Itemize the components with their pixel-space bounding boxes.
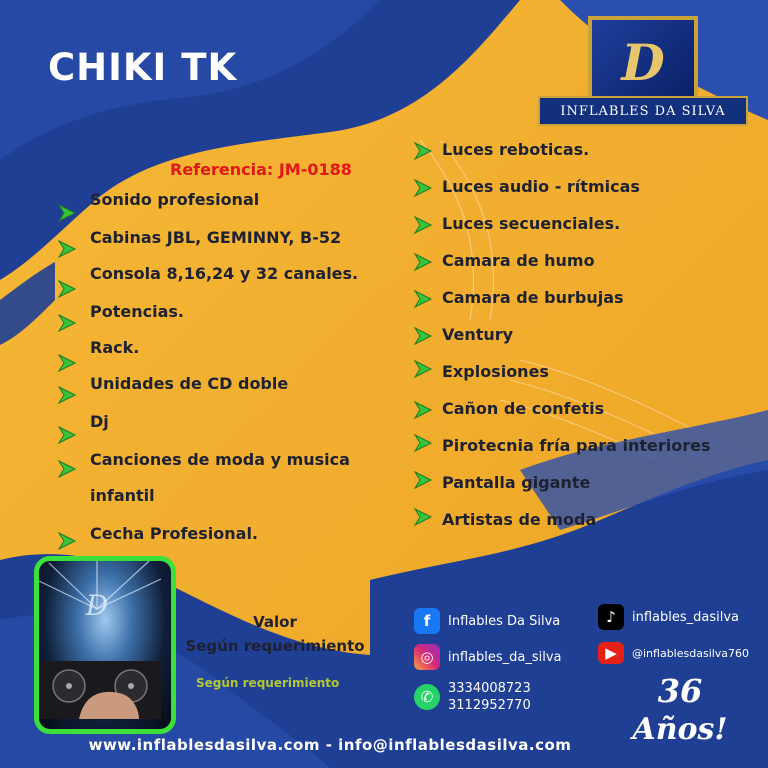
feature-label: Camara de humo bbox=[442, 251, 595, 270]
youtube-link[interactable] bbox=[598, 642, 749, 664]
bullet-arrow-icon bbox=[56, 238, 78, 260]
logo-emblem bbox=[588, 16, 698, 108]
feature-label: Cañon de confetis bbox=[442, 399, 605, 418]
bullet-arrow-icon bbox=[56, 352, 78, 374]
feature-label: Potencias. bbox=[90, 302, 184, 321]
page-title: CHIKI TK bbox=[48, 46, 238, 89]
phone-numbers bbox=[448, 680, 531, 714]
whatsapp-icon: ✆ bbox=[414, 684, 440, 710]
feature-label: Cabinas JBL, GEMINNY, B-52 bbox=[90, 228, 342, 247]
facebook-label: Inflables Da Silva bbox=[448, 613, 561, 629]
whatsapp-contact[interactable] bbox=[414, 680, 531, 714]
feature-label: Consola 8,16,24 y 32 canales. bbox=[90, 264, 359, 283]
feature-label: Pantalla gigante bbox=[442, 473, 591, 492]
feature-label: Artistas de moda bbox=[442, 510, 597, 529]
bullet-arrow-icon bbox=[56, 384, 78, 406]
tiktok-icon: ♪ bbox=[598, 604, 624, 630]
bullet-arrow-icon bbox=[412, 288, 434, 310]
logo bbox=[538, 16, 748, 128]
anniversary-word: Años! bbox=[632, 712, 728, 747]
price-label: Valor bbox=[253, 613, 297, 631]
bullet-arrow-icon bbox=[56, 424, 78, 446]
feature-label: Unidades de CD doble bbox=[90, 374, 289, 393]
logo-letter: D bbox=[621, 32, 665, 92]
bullet-arrow-icon bbox=[412, 506, 434, 528]
bullet-arrow-icon bbox=[56, 202, 78, 224]
phone-1: 3334008723 bbox=[448, 681, 531, 696]
anniversary-number: 36 bbox=[657, 672, 703, 710]
reference-code: Referencia: JM-0188 bbox=[170, 160, 352, 179]
tiktok-link[interactable] bbox=[598, 604, 739, 630]
feature-label: Cecha Profesional. bbox=[90, 524, 259, 543]
facebook-icon: f bbox=[414, 608, 440, 634]
feature-label: Ventury bbox=[442, 325, 514, 344]
bullet-arrow-icon bbox=[412, 325, 434, 347]
instagram-label: inflables_da_silva bbox=[448, 649, 562, 665]
tiktok-label: inflables_dasilva bbox=[632, 609, 740, 625]
feature-label: Explosiones bbox=[442, 362, 549, 381]
bullet-arrow-icon bbox=[412, 251, 434, 273]
instagram-icon: ◎ bbox=[414, 644, 440, 670]
bullet-arrow-icon bbox=[56, 278, 78, 300]
feature-label: Dj bbox=[90, 412, 109, 431]
feature-label: Rack. bbox=[90, 338, 140, 357]
facebook-link[interactable] bbox=[414, 608, 560, 634]
youtube-label: @inflablesdasilva760 bbox=[632, 646, 750, 660]
price-block bbox=[180, 610, 370, 658]
bullet-arrow-icon bbox=[412, 469, 434, 491]
bullet-arrow-icon bbox=[412, 177, 434, 199]
svg-text:D: D bbox=[85, 589, 109, 622]
bullet-arrow-icon bbox=[412, 214, 434, 236]
phone-2: 3112952770 bbox=[448, 698, 531, 713]
price-ghost-text: Según requerimiento bbox=[196, 676, 340, 690]
bullet-arrow-icon bbox=[412, 399, 434, 421]
bullet-arrow-icon bbox=[56, 530, 78, 552]
feature-label: Camara de burbujas bbox=[442, 288, 624, 307]
feature-label: Sonido profesional bbox=[90, 190, 260, 209]
dj-photo bbox=[34, 556, 176, 734]
footer-contact[interactable]: www.inflablesdasilva.com - info@inflablesdasilva.com bbox=[88, 736, 572, 754]
dj-photo-illustration bbox=[39, 561, 161, 719]
feature-label: Luces reboticas. bbox=[442, 140, 590, 159]
youtube-icon: ▶ bbox=[598, 642, 624, 664]
feature-label: Luces secuenciales. bbox=[442, 214, 621, 233]
feature-label: infantil bbox=[90, 486, 155, 505]
bullet-arrow-icon bbox=[412, 140, 434, 162]
feature-label: Luces audio - rítmicas bbox=[442, 177, 640, 196]
feature-label: Pirotecnia fría para interiores bbox=[442, 436, 711, 455]
bullet-arrow-icon bbox=[412, 432, 434, 454]
feature-label: Canciones de moda y musica bbox=[90, 450, 350, 469]
bullet-arrow-icon bbox=[56, 458, 78, 480]
logo-banner: INFLABLES DA SILVA bbox=[538, 96, 748, 126]
bullet-arrow-icon bbox=[56, 312, 78, 334]
price-value: Según requerimiento bbox=[185, 637, 365, 655]
bullet-arrow-icon bbox=[412, 358, 434, 380]
instagram-link[interactable] bbox=[414, 644, 562, 670]
